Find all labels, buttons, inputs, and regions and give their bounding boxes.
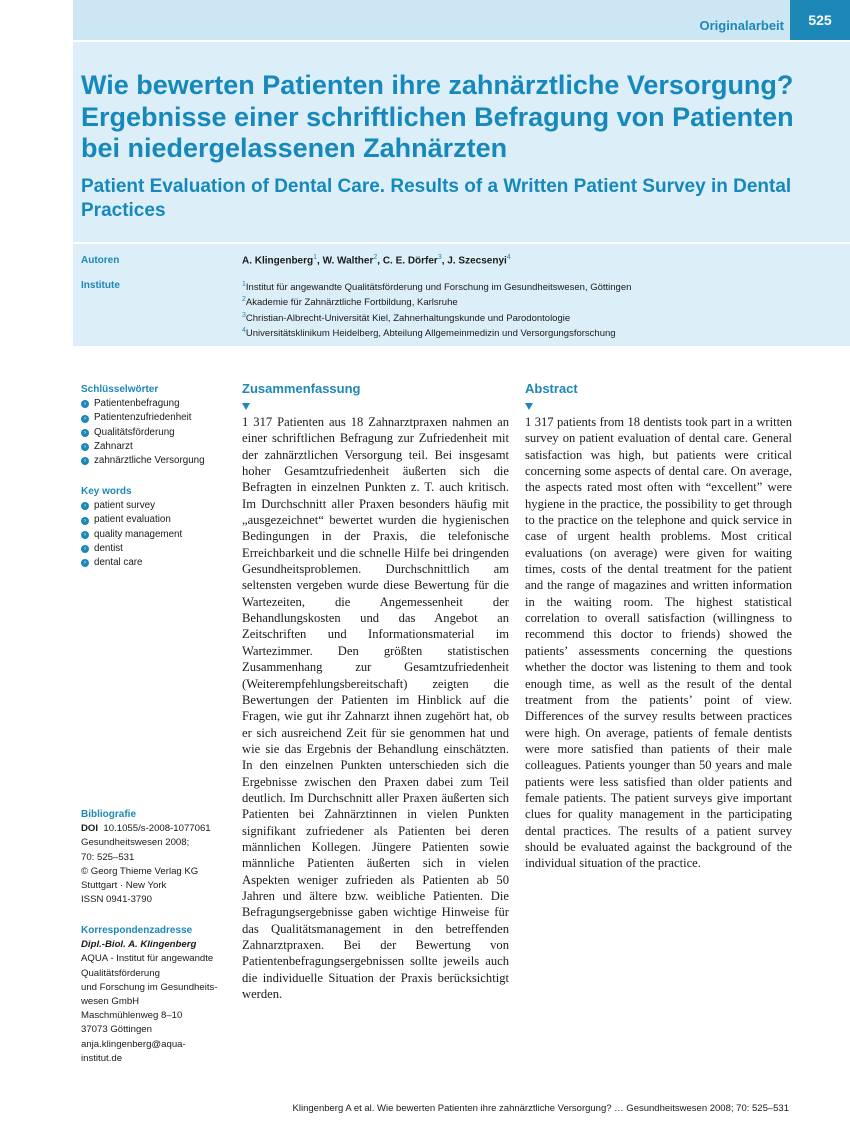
zusammenfassung-text: 1 317 Patienten aus 18 Zahnarztpraxen nahmen an einer schriftlichen Befragung zur Zufriedenheit mit der zahnärztlichen Versorgung teil. Bei insgesamt hoher Gesamtzufriedenheit äußerten sich die Befragten in einzelnen Punkten z. T. auch kritisch. Im Durchschnitt aller Praxen besonders häufig mit „ausgezeichnet“ bewertet wurden die hygienischen Bedingungen in der Praxis, die telefonische Erreichbarkeit und die schnelle Hilfe bei dringenden Gesundheitsproblemen. Durchschnittlich am seltensten vergeben wurde diese Bewertung für die Wartezeiten, die Angemessenheit der Behandlungskosten und das Angebot an Zeitschriften und Informationsmaterial im Wartezimmer. Den größten statistischen Zusammenhang zur Gesamtzufriedenheit (Weiterempfehlungsbereitschaft) zeigten die Bewertungen der Patienten im Hinblick auf die Fragen, wie gut ihr Zahnarzt ihnen zugehört hat, ob er sich ausreichend Zeit für sie genommen hat und wie sie das Ergebnis der Behandlung einschätzten. In den einzelnen Punkten unterschieden sich die Ergebnisse zwischen den Praxen dabei zum Teil deutlich. Im Durchschnitt aller Praxen äußerten sich Patienten bei Zahnärztinnen in vielen Punkten signifikant zufriedener als Patienten bei deren männlichen Kollegen. Jüngere Patienten sowie männliche Patienten äußerten sich in vielen Aspekten weniger zufrieden als Patienten ab 50 Jahren und ältere bzw. weibliche Patienten. Die Befragungsergebnisse gaben wichtige Hinweise für das Qualitätsmanagement in den betreffenden Zahnarztpraxen. Bei der Bewertung von Patientenbefragungsergebnissen sollte jeweils auch die individuelle Situation der Praxis berücksichtigt werden. bbox=[242, 415, 509, 1002]
section-label: Originalarbeit bbox=[699, 18, 784, 33]
keyword-label: patient survey bbox=[94, 500, 155, 512]
bibliography-line: Gesundheitswesen 2008; bbox=[81, 837, 190, 849]
address-line: und Forschung im Gesundheits- bbox=[81, 981, 218, 993]
address-line: AQUA - Institut für angewandte bbox=[81, 953, 214, 965]
doi-link[interactable]: 10.1055/s-2008-1077061 bbox=[103, 823, 211, 835]
address-line: Maschmühlenweg 8–10 bbox=[81, 1010, 183, 1022]
bullet-icon: › bbox=[81, 517, 89, 525]
keyword-label: dental care bbox=[94, 557, 143, 569]
keyword-item bbox=[81, 499, 231, 513]
institute-number: 1 bbox=[242, 281, 246, 288]
keyword-label: quality management bbox=[94, 528, 183, 540]
keywords-english bbox=[81, 485, 231, 570]
keyword-label: Patientenbefragung bbox=[94, 398, 180, 410]
institute-name: Universitätsklinikum Heidelberg, Abteilung Allgemeinmedizin und Versorgungsforschung bbox=[245, 328, 616, 340]
bullet-icon: › bbox=[81, 531, 89, 539]
address-line: 37073 Göttingen bbox=[81, 1024, 152, 1036]
institute-list bbox=[242, 279, 631, 341]
author-affiliation: 4 bbox=[506, 254, 511, 261]
bullet-icon: › bbox=[81, 502, 89, 510]
institute-item bbox=[242, 325, 631, 340]
article-title-english: Patient Evaluation of Dental Care. Results of a Written Patient Survey in Dental Practices bbox=[81, 176, 792, 221]
author-name: A. Klingenberg bbox=[242, 255, 314, 267]
keywords-heading: Schlüsselwörter bbox=[81, 384, 159, 395]
keyword-label: Zahnarzt bbox=[94, 440, 133, 452]
author-name: J. Szecsenyi bbox=[447, 255, 507, 267]
abstract-text: 1 317 patients from 18 dentists took part in a written survey on patient evaluation of dental care. General satisfaction was high, but patients were critical concerning some aspects of dental care. On average, the aspects rated most often with “excellent” were hygiene in the practice, the possibility to get through to the practice on the telephone and quick service in case of urgent health problems. Most critical evaluations (on average) were given for waiting times, costs of the dental treatment for the patient and the range of magazines and written information in the waiting room. The highest statistical correlation to overall satisfaction (willingness to recommend this doctor to friends) showed the patients’ assessments concerning the questions whether the doctor was listening to them and took enough time, as well as the result of the dental treatment from the patients’ point of view. Differences of the survey results between practices were high. On average, patients of female dentists were more satisfied than patients of their male colleagues. Patients younger than 50 years and male patients were less satisfied than older patients and female patients. The patient surveys give important clues for quality management in the participating dental practices. The results of a patient survey should be evaluated against the background of the individual situation of the practice. bbox=[525, 415, 792, 871]
bullet-icon: › bbox=[81, 443, 89, 451]
author-affiliation: 1 bbox=[313, 254, 318, 261]
email-link[interactable]: institut.de bbox=[81, 1052, 123, 1064]
institute-item bbox=[242, 310, 631, 325]
keyword-item bbox=[81, 556, 231, 570]
bullet-icon: › bbox=[81, 400, 89, 408]
keywords-german bbox=[81, 383, 231, 468]
keyword-item bbox=[81, 542, 231, 556]
institute-name: Akademie für Zahnärztliche Fortbildung, Karlsruhe bbox=[245, 297, 458, 309]
author-list: A. Klingenberg$^1$, W. Walther$^2$, C. E. Dörfer$^3$, J. Szecsenyi$^4$ bbox=[242, 254, 511, 267]
article-title-german: Wie bewerten Patienten ihre zahnärztliche Versorgung? Ergebnisse einer schriftlichen Befragung von Patienten bei niedergelassenen Zahnärzten bbox=[81, 70, 794, 163]
address-line: Qualitätsförderung bbox=[81, 967, 160, 979]
abstract-heading: Abstract bbox=[525, 381, 578, 396]
keyword-label: patient evaluation bbox=[94, 514, 171, 526]
institute-number: 2 bbox=[242, 296, 246, 304]
bibliography-line: 70: 525–531 bbox=[81, 851, 135, 863]
doi-line bbox=[81, 822, 231, 836]
institute-item bbox=[242, 279, 631, 294]
keyword-label: dentist bbox=[94, 542, 123, 554]
keyword-item bbox=[81, 426, 231, 440]
bibliography-line: © Georg Thieme Verlag KG bbox=[81, 865, 199, 877]
institute-name: Christian-Albrecht-Universität Kiel, Zahnerhaltungskunde und Parodontologie bbox=[245, 313, 571, 325]
keyword-label: Qualitätsförderung bbox=[94, 426, 175, 438]
bibliography-block bbox=[81, 808, 231, 907]
bullet-icon: › bbox=[81, 559, 89, 567]
keyword-item bbox=[81, 397, 231, 411]
page-number: 525 bbox=[790, 0, 850, 40]
correspondence-heading: Korrespondenzadresse bbox=[81, 925, 193, 936]
keyword-item bbox=[81, 411, 231, 425]
keyword-label: zahnärztliche Versorgung bbox=[94, 455, 205, 467]
zusammenfassung-heading: Zusammenfassung bbox=[242, 381, 361, 396]
keyword-item bbox=[81, 513, 231, 527]
author-name: W. Walther bbox=[322, 255, 374, 267]
bibliography-line: Stuttgart · New York bbox=[81, 880, 167, 892]
page-footer: Klingenberg A et al. Wie bewerten Patienten ihre zahnärztliche Versorgung? … Gesundheitswesen 2008; 70: 525–531 bbox=[292, 1103, 789, 1114]
address-line: wesen GmbH bbox=[81, 996, 140, 1008]
keyword-item bbox=[81, 440, 231, 454]
keyword-label: Patientenzufriedenheit bbox=[94, 412, 192, 424]
author-affiliation: 3 bbox=[437, 254, 442, 261]
bibliography-heading: Bibliografie bbox=[81, 809, 137, 820]
email-link[interactable]: anja.klingenberg@aqua- bbox=[81, 1038, 186, 1050]
keyword-item bbox=[81, 528, 231, 542]
keyword-item bbox=[81, 454, 231, 468]
bullet-icon: › bbox=[81, 429, 89, 437]
authors-label: Autoren bbox=[81, 255, 120, 266]
bullet-icon: › bbox=[81, 457, 89, 465]
author-name: C. E. Dörfer bbox=[382, 255, 438, 267]
institute-number: 3 bbox=[242, 311, 246, 319]
triangle-down-icon bbox=[525, 403, 533, 410]
doi-label: DOI bbox=[81, 823, 99, 835]
institutes-label: Institute bbox=[81, 280, 120, 291]
correspondence-block bbox=[81, 924, 231, 1066]
institute-item bbox=[242, 294, 631, 309]
institute-name: Institut für angewandte Qualitätsförderung und Forschung im Gesundheitswesen, Göttingen bbox=[245, 282, 632, 294]
triangle-down-icon bbox=[242, 403, 250, 410]
author-affiliation: 2 bbox=[373, 254, 378, 261]
bibliography-line: ISSN 0941-3790 bbox=[81, 894, 152, 906]
bullet-icon: › bbox=[81, 545, 89, 553]
correspondence-name: Dipl.-Biol. A. Klingenberg bbox=[81, 939, 197, 951]
bullet-icon: › bbox=[81, 415, 89, 423]
keywords-heading: Key words bbox=[81, 486, 132, 497]
institute-number: 4 bbox=[242, 327, 246, 335]
